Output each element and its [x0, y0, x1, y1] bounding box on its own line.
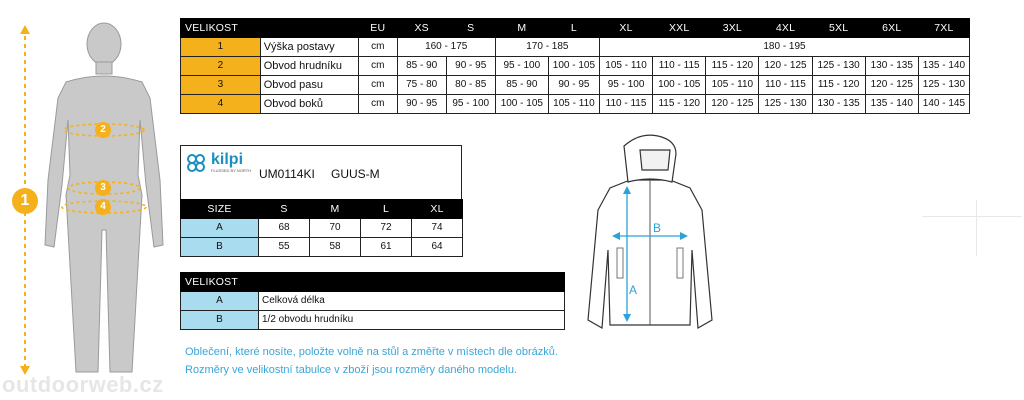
brand-tagline: FLUSSED BY NORTH: [211, 168, 252, 173]
kilpi-logo-icon: [185, 152, 207, 174]
row-unit: cm: [358, 57, 397, 76]
label-1-circle: 1: [12, 188, 38, 214]
legend-table: [180, 272, 565, 330]
table-row: [181, 57, 970, 76]
table-cell: 105 - 110: [548, 95, 599, 114]
label-4-circle: 4: [95, 199, 111, 215]
table-cell: 100 - 105: [653, 76, 706, 95]
product-size-table: [180, 199, 463, 257]
table-cell: 90 - 95: [548, 76, 599, 95]
table-cell: 61: [361, 238, 412, 257]
row-unit: cm: [358, 95, 397, 114]
main-header-s: S: [446, 19, 495, 38]
main-size-table: [180, 18, 970, 114]
table-cell: 105 - 110: [599, 57, 652, 76]
product-header-m: M: [310, 200, 361, 219]
row-number: 3: [181, 76, 261, 95]
table-cell: 120 - 125: [706, 95, 759, 114]
table-cell: 80 - 85: [446, 76, 495, 95]
product-header-xl: XL: [412, 200, 463, 219]
jacket-label-b: B: [653, 221, 662, 235]
product-header-size: SIZE: [181, 200, 259, 219]
main-header-3xl: 3XL: [706, 19, 759, 38]
table-cell: 85 - 90: [495, 76, 548, 95]
table-cell: 110 - 115: [759, 76, 812, 95]
table-cell: 100 - 105: [548, 57, 599, 76]
main-header-6xl: 6XL: [865, 19, 918, 38]
row-unit: cm: [358, 38, 397, 57]
legend-header: VELIKOST: [181, 273, 565, 292]
product-code: UM0114KI: [259, 167, 315, 181]
main-header-xs: XS: [397, 19, 446, 38]
main-header-7xl: 7XL: [918, 19, 969, 38]
product-card: [180, 145, 462, 199]
table-cell: 90 - 95: [446, 57, 495, 76]
table-cell: 160 - 175: [397, 38, 495, 57]
table-cell: 130 - 135: [865, 57, 918, 76]
main-header-m: M: [495, 19, 548, 38]
table-cell: 72: [361, 219, 412, 238]
main-header-4xl: 4XL: [759, 19, 812, 38]
main-header-xxl: XXL: [653, 19, 706, 38]
brand-name: kilpi: [211, 151, 244, 168]
table-cell: 74: [412, 219, 463, 238]
table-cell: 115 - 120: [812, 76, 865, 95]
table-cell: 70: [310, 219, 361, 238]
row-label: Obvod pasu: [260, 76, 358, 95]
table-cell: 85 - 90: [397, 57, 446, 76]
jacket-illustration: [580, 130, 720, 340]
row-number: 2: [181, 57, 261, 76]
row-key: A: [181, 219, 259, 238]
table-cell: 125 - 130: [918, 76, 969, 95]
main-header-5xl: 5XL: [812, 19, 865, 38]
table-cell: 135 - 140: [865, 95, 918, 114]
table-row: [181, 95, 970, 114]
row-key: A: [181, 292, 259, 311]
row-key: B: [181, 311, 259, 330]
legend-text: 1/2 obvodu hrudníku: [259, 311, 565, 330]
row-number: 4: [181, 95, 261, 114]
table-cell: 90 - 95: [397, 95, 446, 114]
note-line-2: Rozměry ve velikostní tabulce v zboží jsou rozměry daného modelu.: [185, 364, 517, 376]
table-row: [181, 292, 565, 311]
table-cell: 170 - 185: [495, 38, 599, 57]
row-number: 1: [181, 38, 261, 57]
product-model: GUUS-M: [331, 167, 380, 181]
table-cell: 140 - 145: [918, 95, 969, 114]
crosshair-line-v: [976, 200, 977, 256]
table-cell: 100 - 105: [495, 95, 548, 114]
table-cell: 75 - 80: [397, 76, 446, 95]
table-cell: 95 - 100: [599, 76, 652, 95]
row-label: Obvod boků: [260, 95, 358, 114]
jacket-label-a: A: [629, 283, 638, 297]
table-cell: 105 - 110: [706, 76, 759, 95]
table-cell: 120 - 125: [865, 76, 918, 95]
main-header-l: L: [548, 19, 599, 38]
table-cell: 120 - 125: [759, 57, 812, 76]
main-header-eu: EU: [358, 19, 397, 38]
table-cell: 115 - 120: [706, 57, 759, 76]
table-cell: 125 - 130: [759, 95, 812, 114]
crosshair-line-h: [922, 216, 1022, 217]
table-cell: 68: [259, 219, 310, 238]
table-cell: 130 - 135: [812, 95, 865, 114]
main-header-velikost: VELIKOST: [181, 19, 359, 38]
table-row: [181, 38, 970, 57]
row-label: Výška postavy: [260, 38, 358, 57]
table-row: [181, 311, 565, 330]
note-line-1: Oblečení, které nosíte, položte volně na stůl a změřte v místech dle obrázků.: [185, 346, 558, 358]
table-cell: 110 - 115: [653, 57, 706, 76]
watermark: outdoorweb.cz: [2, 372, 164, 397]
row-unit: cm: [358, 76, 397, 95]
table-cell: 55: [259, 238, 310, 257]
legend-text: Celková délka: [259, 292, 565, 311]
table-cell: 95 - 100: [446, 95, 495, 114]
table-cell: 58: [310, 238, 361, 257]
label-2-circle: 2: [95, 122, 111, 138]
table-cell: 180 - 195: [599, 38, 969, 57]
main-header-xl: XL: [599, 19, 652, 38]
table-cell: 64: [412, 238, 463, 257]
product-header-s: S: [259, 200, 310, 219]
label-3-circle: 3: [95, 180, 111, 196]
table-cell: 95 - 100: [495, 57, 548, 76]
table-cell: 135 - 140: [918, 57, 969, 76]
table-cell: 115 - 120: [653, 95, 706, 114]
row-key: B: [181, 238, 259, 257]
table-cell: 125 - 130: [812, 57, 865, 76]
table-row: [181, 238, 463, 257]
table-row: [181, 219, 463, 238]
table-row: [181, 76, 970, 95]
table-cell: 110 - 115: [599, 95, 652, 114]
product-header-l: L: [361, 200, 412, 219]
row-label: Obvod hrudníku: [260, 57, 358, 76]
